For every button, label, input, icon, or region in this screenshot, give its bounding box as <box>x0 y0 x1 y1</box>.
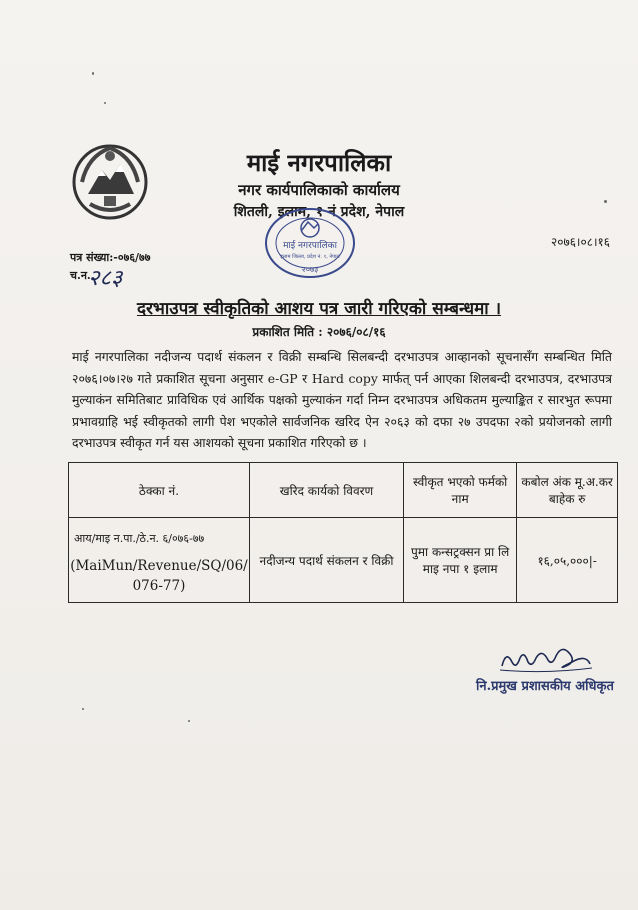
cell-firm: पुमा कन्सट्रक्सन प्रा लि माइ नपा १ इलाम <box>404 518 517 603</box>
scan-speck <box>82 708 84 710</box>
dispatch-label: च.न. <box>70 269 91 282</box>
cell-amount: १६,०५,०००|- <box>517 518 618 603</box>
table-row <box>69 518 618 603</box>
seal-year: २०७३ <box>301 265 319 274</box>
scan-speck <box>104 102 106 104</box>
signatory-title: नि.प्रमुख प्रशासकीय अधिकृत <box>476 679 614 694</box>
dispatch-number: २८३ <box>88 266 123 291</box>
signature-scribble <box>496 640 596 676</box>
seal-text: माई नगरपालिका <box>283 241 337 251</box>
scan-speck <box>604 200 607 203</box>
cell-contract-no <box>69 518 250 603</box>
municipality-seal <box>262 206 358 280</box>
letter-date: २०७६।०८।१६ <box>550 235 610 249</box>
contract-no-english: (MaiMun/Revenue/SQ/06/ 076-77) <box>70 557 248 594</box>
notice-body: माई नगरपालिका नदीजन्य पदार्थ संकलन र विक्री सम्बन्धि सिलबन्दी दरभाउपत्र आव्हानको सूचनासँग सम्बन्धित मिति २०७६।०७।२७ गते प्रकाशित सूचना अनुसार e-GP र Hard copy मार्फत् पर्न आएका शिलबन्दी दरभाउपत्र, दरभाउपत्र मुल्याकंन समितिबाट प्राविधिक एवं आर्थिक पक्षको मुल्याकंन गर्दा निम्न दरभाउपत्र अधिकतम मुल्याङ्कित र सारभुत रूपमा प्रभावग्राहि भई स्वीकृतको लागी पेश भएकोले सार्वजनिक खरिद ऐन २०६३ को दफा २७ उपदफा २को प्रयोजनको लागी दरभाउपत्र स्वीकृत गर्न यस आशयको सूचना प्रकाशित गरिएको छ । <box>72 349 612 450</box>
org-address: शितली, इलाम, १ नं प्रदेश, नेपाल <box>233 204 405 220</box>
cell-description: नदीजन्य पदार्थ संकलन र विक्री <box>249 518 403 603</box>
header-description: खरिद कार्यको विवरण <box>249 463 403 518</box>
org-name: माई नगरपालिका <box>246 148 392 177</box>
org-office: नगर कार्यपालिकाको कार्यालय <box>238 181 400 199</box>
table-header-row <box>69 463 618 518</box>
letter-number: पत्र संख्या:-०७६/७७ <box>70 251 151 264</box>
scan-speck <box>92 72 94 75</box>
seal-subtext: इलाम जिल्ला, प्रदेश नं. १, नेपाल <box>280 254 340 260</box>
contract-no-nepali: आय/माइ न.पा./ठे.न. ६/०७६-७७ <box>74 531 205 545</box>
header-firm: स्वीकृत भएको फर्मको नाम <box>404 463 517 518</box>
header-amount: कबोल अंक मू.अ.कर बाहेक रु <box>517 463 618 518</box>
published-date: प्रकाशित मिति : २०७६/०८/१६ <box>252 325 386 339</box>
header-contract-no: ठेक्का नं. <box>69 463 250 518</box>
letter-subject: दरभाउपत्र स्वीकृतिको आशय पत्र जारी गरिएको सम्बन्धमा । <box>136 299 502 319</box>
scan-speck <box>188 720 190 722</box>
tender-table <box>68 462 618 603</box>
